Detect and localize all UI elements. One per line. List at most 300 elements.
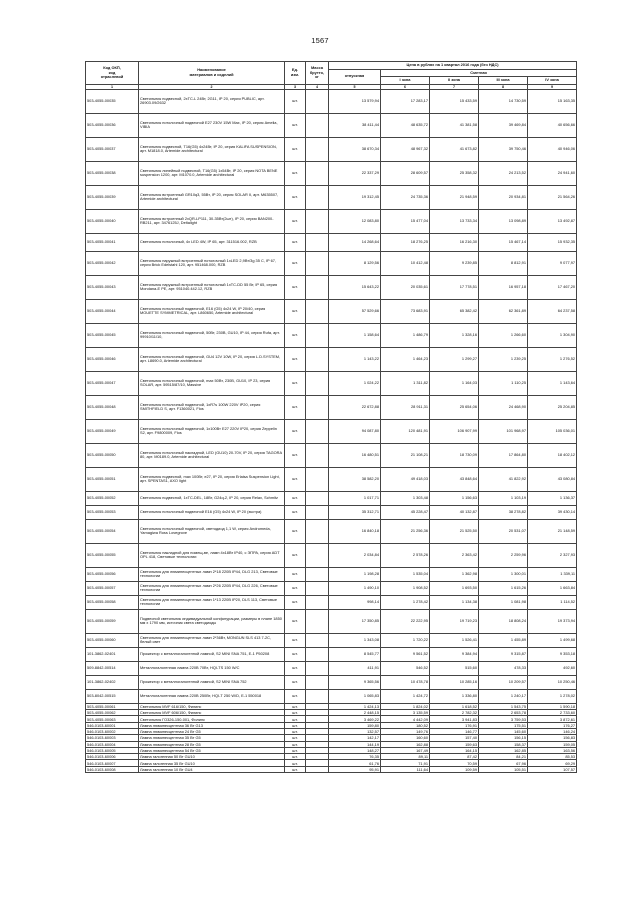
header-mass <box>306 62 329 85</box>
row-name: Светильник подвесной, max 100Вт, e27, IP 20, серия Erlaisa Suspension Light, арт. SPENTAS1, AXO light <box>139 467 285 491</box>
row-release-price: 144,19 <box>329 741 381 747</box>
row-zone1-price: 48 635,72 <box>381 113 430 137</box>
row-release-price: 142,17 <box>329 735 381 741</box>
row-unit: шт. <box>285 735 306 741</box>
row-unit: шт. <box>285 633 306 647</box>
row-zone4-price: 69,29 <box>528 760 577 766</box>
table-row <box>86 661 577 675</box>
row-name: Светильник встроенный GR10q3, 55Вт, IP 20, серия SOLAR II, арт. M635507, Artemide architectural <box>139 185 285 209</box>
row-zone4-price: 1 339,11 <box>528 567 577 581</box>
row-code: 503-4055-00061 <box>86 703 139 709</box>
row-zone4-price: 107,57 <box>528 766 577 772</box>
row-zone2-price: 9 239,85 <box>430 251 479 275</box>
row-mass <box>306 675 329 689</box>
row-release-price: 148,27 <box>329 747 381 753</box>
row-zone1-price: 21 108,21 <box>381 443 430 467</box>
row-code: 503-4055-00037 <box>86 137 139 161</box>
row-unit: шт. <box>285 299 306 323</box>
row-release-price: 94 087,80 <box>329 419 381 443</box>
row-release-price: 1 024,22 <box>329 371 381 395</box>
row-zone4-price: 40 946,06 <box>528 137 577 161</box>
row-unit: шт. <box>285 323 306 347</box>
table-row <box>86 299 577 323</box>
row-code: 546-0103-60002 <box>86 728 139 734</box>
row-zone4-price: 10 250,46 <box>528 675 577 689</box>
row-zone3-price: 1 110,25 <box>479 371 528 395</box>
row-unit: шт. <box>285 137 306 161</box>
row-zone4-price: 9 077,97 <box>528 251 577 275</box>
row-zone2-price: 106 907,99 <box>430 419 479 443</box>
column-number: 5 <box>329 84 381 89</box>
row-unit: шт. <box>285 519 306 543</box>
row-zone4-price: 17 467,20 <box>528 275 577 299</box>
row-zone3-price: 1 300,01 <box>479 567 528 581</box>
row-mass <box>306 275 329 299</box>
row-zone1-price: 180,52 <box>381 722 430 728</box>
row-name: Светильник потолочный подвесной, светодиод 1,1 W, серия Andromeda, Yamagiwa Ross Lovegrove <box>139 519 285 543</box>
table-row <box>86 443 577 467</box>
row-mass <box>306 137 329 161</box>
column-number: 7 <box>430 84 479 89</box>
row-zone1-price: 546,52 <box>381 661 430 675</box>
row-zone2-price: 25 654,06 <box>430 395 479 419</box>
row-zone1-price: 18 276,25 <box>381 233 430 251</box>
header-name-line1: Наименование <box>197 67 226 73</box>
row-zone4-price: 9 353,18 <box>528 647 577 661</box>
row-name: Светильник потолочный подвесной, max 50Вт, 230В, GU10, IP 23, серия SOLAR, арт. 59515/87/10, Massive <box>139 371 285 395</box>
row-unit: шт. <box>285 728 306 734</box>
row-unit: шт. <box>285 661 306 675</box>
row-zone2-price: 40 132,87 <box>430 505 479 519</box>
row-release-price: 13 579,94 <box>329 89 381 113</box>
row-unit: шт. <box>285 703 306 709</box>
price-table <box>85 61 577 773</box>
row-unit: шт. <box>285 760 306 766</box>
row-unit: шт. <box>285 209 306 233</box>
row-unit: шт. <box>285 89 306 113</box>
row-zone1-price: 15 477,04 <box>381 209 430 233</box>
table-row <box>86 519 577 543</box>
row-name: Лампа галогенная 35 Вт GU10 <box>139 760 285 766</box>
row-code: 503-8042-00515 <box>86 689 139 703</box>
row-release-price: 15 643,22 <box>329 275 381 299</box>
row-name: Металлогалогенная лампа 220В 70Вт, HQI-TS 150 W/C <box>139 661 285 675</box>
row-unit: шт. <box>285 716 306 722</box>
row-name: Светильник подвесной, 1xTC-DEL, 18Вт, G24q-2, IP 20, серия Relax, Schmitz <box>139 491 285 505</box>
row-zone3-price: 1 239,25 <box>479 347 528 371</box>
row-release-price: 38 582,20 <box>329 467 381 491</box>
row-unit: шт. <box>285 747 306 753</box>
row-unit: шт. <box>285 647 306 661</box>
row-release-price: 132,57 <box>329 728 381 734</box>
row-name: Светильник для люминесцентных ламп 2*26 220В IP44, DLG 226, Световые технологии <box>139 581 285 595</box>
row-release-price: 8 545,77 <box>329 647 381 661</box>
row-zone4-price: 13 492,87 <box>528 209 577 233</box>
row-zone1-price: 17 283,17 <box>381 89 430 113</box>
row-zone2-price: 1 299,27 <box>430 347 479 371</box>
row-zone1-price: 160,60 <box>381 735 430 741</box>
row-zone1-price: 1 824,02 <box>381 703 430 709</box>
row-name: Светильник потолочный подвесной E27 230V 15W Max, IP 20, серия Amelia, VIBIA <box>139 113 285 137</box>
table-row <box>86 633 577 647</box>
row-release-price: 38 670,34 <box>329 137 381 161</box>
row-release-price: 19 312,45 <box>329 185 381 209</box>
row-zone4-price: 19 373,94 <box>528 609 577 633</box>
row-zone1-price: 24 735,36 <box>381 185 430 209</box>
row-name: Светильник потолочный подвесной, 1xR7s 100W 220V IP20, серия SMITHFIELD S, арт. F1360021, Flos <box>139 395 285 419</box>
row-release-price: 17 350,85 <box>329 609 381 633</box>
row-name: Светильник потолочный подвесной, 50Вт, 230В, GU10, IP 44, серия Rufa, арт. 99910/11/10, <box>139 323 285 347</box>
row-code: 503-4055-00055 <box>86 543 139 567</box>
row-zone2-price: 157,40 <box>430 735 479 741</box>
row-code: 503-4055-00041 <box>86 233 139 251</box>
row-unit: шт. <box>285 581 306 595</box>
header-zone2: II зона <box>430 77 479 85</box>
row-code: 503-4055-00050 <box>86 443 139 467</box>
row-code: 101-3862-02401 <box>86 647 139 661</box>
row-unit: шт. <box>285 161 306 185</box>
row-mass <box>306 395 329 419</box>
table-row <box>86 609 577 633</box>
row-zone1-price: 1 464,23 <box>381 347 430 371</box>
row-zone4-price: 15 932,35 <box>528 233 577 251</box>
row-release-price: 998,14 <box>329 595 381 609</box>
table-body <box>86 89 577 772</box>
row-name: Лампа галогенная 50 Вт GU10 <box>139 754 285 760</box>
row-release-price: 1 343,08 <box>329 633 381 647</box>
row-release-price: 38 411,44 <box>329 113 381 137</box>
row-release-price: 35 312,71 <box>329 505 381 519</box>
row-mass <box>306 443 329 467</box>
row-zone1-price: 1 311,82 <box>381 371 430 395</box>
row-zone2-price: 109,59 <box>430 766 479 772</box>
row-release-price: 8 129,56 <box>329 251 381 275</box>
table-row <box>86 275 577 299</box>
row-zone4-price: 156,83 <box>528 735 577 741</box>
row-zone2-price: 1 328,16 <box>430 323 479 347</box>
row-unit: шт. <box>285 543 306 567</box>
header-code-line1: Код ОКП, <box>103 65 121 70</box>
header-price-group: Цена в рублях на 1 квартал 2016 года (без НДС) <box>329 62 577 70</box>
row-mass <box>306 113 329 137</box>
row-zone4-price: 3 872,61 <box>528 716 577 722</box>
row-zone3-price: 158,37 <box>479 741 528 747</box>
row-zone2-price: 21 948,59 <box>430 185 479 209</box>
row-mass <box>306 347 329 371</box>
row-code: 503-4055-00059 <box>86 609 139 633</box>
row-zone4-price: 2 733,60 <box>528 710 577 716</box>
row-release-price: 16 840,18 <box>329 519 381 543</box>
row-zone2-price: 70,59 <box>430 760 479 766</box>
row-release-price: 1 143,22 <box>329 347 381 371</box>
column-number: 3 <box>285 84 306 89</box>
row-mass <box>306 766 329 772</box>
row-code: 503-4055-00052 <box>86 491 139 505</box>
table-header <box>86 62 577 90</box>
row-unit: шт. <box>285 113 306 137</box>
row-mass <box>306 609 329 633</box>
row-zone4-price: 15 163,35 <box>528 89 577 113</box>
row-release-price: 1 158,64 <box>329 323 381 347</box>
row-zone1-price: 1 535,04 <box>381 567 430 581</box>
row-code: 503-4055-00057 <box>86 581 139 595</box>
row-unit: шт. <box>285 371 306 395</box>
row-zone1-price: 4 442,09 <box>381 716 430 722</box>
row-name: Светильник подвесной, T16(G5) 4x24Вт, IP 20, серия KALIFA SUSPENSION, арт. M1818.0, Artemide architectural <box>139 137 285 161</box>
row-zone3-price: 2 259,96 <box>479 543 528 567</box>
row-mass <box>306 633 329 647</box>
row-zone4-price: 40 656,66 <box>528 113 577 137</box>
row-zone2-price: 2 363,42 <box>430 543 479 567</box>
row-mass <box>306 419 329 443</box>
header-mass-line3: кг <box>315 74 319 80</box>
row-code: 503-4055-00056 <box>86 567 139 581</box>
row-code: 546-0103-60007 <box>86 760 139 766</box>
row-zone2-price: 515,60 <box>430 661 479 675</box>
row-name: Светильник для люминесцентных ламп 2*18 220В IP44, DLG 213, Световые технологии <box>139 567 285 581</box>
table-row <box>86 347 577 371</box>
row-zone1-price: 1 720,22 <box>381 633 430 647</box>
row-unit: шт. <box>285 233 306 251</box>
table-row <box>86 491 577 505</box>
row-zone4-price: 64 237,58 <box>528 299 577 323</box>
header-code-line2: код <box>108 69 116 75</box>
row-release-price: 1 198,28 <box>329 567 381 581</box>
row-mass <box>306 647 329 661</box>
row-release-price: 1 490,10 <box>329 581 381 595</box>
column-number: 4 <box>306 84 329 89</box>
row-zone2-price: 176,91 <box>430 722 479 728</box>
row-zone1-price: 71,91 <box>381 760 430 766</box>
row-zone2-price: 1 362,98 <box>430 567 479 581</box>
row-zone1-price: 22 222,95 <box>381 609 430 633</box>
row-zone1-price: 162,88 <box>381 741 430 747</box>
row-name: Прожектор с металлогалогенной лампой, S2 MINI SNA 751, E-1 P50208 <box>139 647 285 661</box>
row-zone3-price: 105,51 <box>479 766 528 772</box>
row-zone4-price: 1 590,18 <box>528 703 577 709</box>
row-zone4-price: 1 136,37 <box>528 491 577 505</box>
row-name: Светильник потолочный накладной, LED (GU10) 20-70V, IP 20, серия TAGORA 80, арт. M0189.0, Artemide architectural <box>139 443 285 467</box>
row-code: 503-4055-00049 <box>86 419 139 443</box>
row-zone1-price: 48 967,32 <box>381 137 430 161</box>
row-zone3-price: 15 467,14 <box>479 233 528 251</box>
row-zone1-price: 2 578,26 <box>381 543 430 567</box>
row-unit: шт. <box>285 395 306 419</box>
row-zone4-price: 176,27 <box>528 722 577 728</box>
row-unit: шт. <box>285 491 306 505</box>
header-name <box>139 62 285 85</box>
row-name: Светильник для люминесцентных ламп 2*36Вт, MONGUN SLS 413 7-2С, белый свет <box>139 633 285 647</box>
row-mass <box>306 519 329 543</box>
row-zone2-price: 21 525,50 <box>430 519 479 543</box>
row-name: Светильник ГО326-150-001, Филипс <box>139 716 285 722</box>
column-number: 6 <box>381 84 430 89</box>
row-code: 509-8842-00514 <box>86 661 139 675</box>
table-row <box>86 567 577 581</box>
table-row <box>86 766 577 772</box>
header-zone4: IV зона <box>528 77 577 85</box>
row-release-price: 22 672,88 <box>329 395 381 419</box>
row-zone2-price: 1 134,38 <box>430 595 479 609</box>
row-unit: шт. <box>285 741 306 747</box>
row-code: 503-4055-00051 <box>86 467 139 491</box>
row-zone3-price: 3 759,53 <box>479 716 528 722</box>
row-unit: шт. <box>285 467 306 491</box>
row-code: 503-4055-00058 <box>86 595 139 609</box>
row-zone2-price: 2 782,32 <box>430 710 479 716</box>
row-zone1-price: 45 228,47 <box>381 505 430 519</box>
row-zone3-price: 156,15 <box>479 735 528 741</box>
row-zone2-price: 19 719,23 <box>430 609 479 633</box>
header-unit-line1: Ед. <box>291 67 299 73</box>
row-zone2-price: 1 336,80 <box>430 689 479 703</box>
row-zone3-price: 20 531,07 <box>479 519 528 543</box>
row-zone3-price: 41 822,92 <box>479 467 528 491</box>
row-zone1-price: 149,76 <box>381 728 430 734</box>
row-zone2-price: 1 526,41 <box>430 633 479 647</box>
row-zone3-price: 1 240,17 <box>479 689 528 703</box>
row-zone2-price: 16 216,30 <box>430 233 479 251</box>
row-mass <box>306 505 329 519</box>
header-zone1: I зона <box>381 77 430 85</box>
row-unit: шт. <box>285 710 306 716</box>
header-estimate: Сметная <box>381 69 577 77</box>
table-row <box>86 137 577 161</box>
table-row <box>86 419 577 443</box>
row-code: 503-4055-00060 <box>86 633 139 647</box>
table-row <box>86 113 577 137</box>
column-number: 9 <box>528 84 577 89</box>
row-zone2-price: 41 673,82 <box>430 137 479 161</box>
row-zone4-price: 18 402,12 <box>528 443 577 467</box>
table-row <box>86 675 577 689</box>
row-zone1-price: 10 478,78 <box>381 675 430 689</box>
row-zone2-price: 10 285,16 <box>430 675 479 689</box>
row-zone4-price: 1 143,64 <box>528 371 577 395</box>
row-zone1-price: 1 424,72 <box>381 689 430 703</box>
row-mass <box>306 661 329 675</box>
row-unit: шт. <box>285 443 306 467</box>
row-zone3-price: 101 968,97 <box>479 419 528 443</box>
row-release-price: 411,91 <box>329 661 381 675</box>
row-name: Светильник наружный встроенный потолочный 1xLED 2,9Вт/3g 35 C, IP 67, серия Brick Edelstahl 120, арт. 951468.000, RZB <box>139 251 285 275</box>
row-zone2-price: 13 733,34 <box>430 209 479 233</box>
row-zone4-price: 1 276,52 <box>528 347 577 371</box>
row-code: 546-0103-60006 <box>86 754 139 760</box>
row-zone4-price: 2 327,93 <box>528 543 577 567</box>
header-code <box>86 62 139 85</box>
row-zone2-price: 41 381,58 <box>430 113 479 137</box>
row-release-price: 16 480,51 <box>329 443 381 467</box>
table-row <box>86 505 577 519</box>
row-name: Лампа галогенная 10 Вт GU4 <box>139 766 285 772</box>
row-zone3-price: 20 934,81 <box>479 185 528 209</box>
row-unit: шт. <box>285 419 306 443</box>
row-name: Светильник MVF 606/150, Филипс <box>139 710 285 716</box>
row-zone2-price: 17 778,51 <box>430 275 479 299</box>
row-zone1-price: 49 418,03 <box>381 467 430 491</box>
row-zone4-price: 105 036,01 <box>528 419 577 443</box>
row-release-price: 61,76 <box>329 760 381 766</box>
row-zone4-price: 21 148,59 <box>528 519 577 543</box>
row-code: 503-4055-00044 <box>86 299 139 323</box>
row-zone2-price: 159,63 <box>430 741 479 747</box>
row-release-price: 76,35 <box>329 754 381 760</box>
row-unit: шт. <box>285 251 306 275</box>
row-zone2-price: 87,42 <box>430 754 479 760</box>
row-zone2-price: 3 941,83 <box>430 716 479 722</box>
row-release-price: 57 529,66 <box>329 299 381 323</box>
row-zone2-price: 25 358,32 <box>430 161 479 185</box>
row-mass <box>306 543 329 567</box>
row-zone1-price: 120 481,91 <box>381 419 430 443</box>
row-code: 546-0103-60004 <box>86 741 139 747</box>
row-mass <box>306 595 329 609</box>
row-code: 546-0103-60003 <box>86 735 139 741</box>
row-mass <box>306 161 329 185</box>
row-unit: шт. <box>285 185 306 209</box>
row-mass <box>306 185 329 209</box>
row-zone1-price: 1 303,48 <box>381 491 430 505</box>
table-row <box>86 185 577 209</box>
row-unit: шт. <box>285 275 306 299</box>
row-name: Прожектор с металлогалогенной лампой, S2 MINI SNA 752 <box>139 675 285 689</box>
table-row <box>86 581 577 595</box>
table-row <box>86 89 577 113</box>
table-row <box>86 161 577 185</box>
table-row <box>86 371 577 395</box>
row-zone1-price: 21 256,36 <box>381 519 430 543</box>
row-release-price: 1 424,13 <box>329 703 381 709</box>
row-code: 503-4055-00042 <box>86 251 139 275</box>
row-zone4-price: 1 663,84 <box>528 581 577 595</box>
row-release-price: 1 065,83 <box>329 689 381 703</box>
row-zone3-price: 8 812,91 <box>479 251 528 275</box>
header-release: отпускная <box>329 69 381 84</box>
row-zone3-price: 39 750,46 <box>479 137 528 161</box>
row-zone3-price: 1 455,89 <box>479 633 528 647</box>
row-name: Металлогалогенная лампа 220В 250Вт, HQI-T 250 W/D, E-1 550018 <box>139 689 285 703</box>
row-zone4-price: 1 304,90 <box>528 323 577 347</box>
row-release-price: 2 034,84 <box>329 543 381 567</box>
row-unit: шт. <box>285 675 306 689</box>
row-zone3-price: 16 957,18 <box>479 275 528 299</box>
row-zone1-price: 1 278,42 <box>381 595 430 609</box>
table-row <box>86 323 577 347</box>
row-zone3-price: 1 266,60 <box>479 323 528 347</box>
row-unit: шт. <box>285 567 306 581</box>
row-zone3-price: 14 730,59 <box>479 89 528 113</box>
row-name: Подвесной светильник индивидуальной конфигурации, размеры в плане 1850 мм x 1790 мм, источник света светодиоды <box>139 609 285 633</box>
row-release-price: 14 268,64 <box>329 233 381 251</box>
row-zone2-price: 1 156,63 <box>430 491 479 505</box>
row-zone2-price: 164,15 <box>430 747 479 753</box>
row-name: Светильник потолочный подвесной, 1x100Вт E27 220V IP20, серия Zeppelin S2, арт. F9800009, Flos <box>139 419 285 443</box>
row-zone3-price: 24 468,90 <box>479 395 528 419</box>
row-name: Светильник подвесной, 2xTC-L 24Вт, 2G11, IP 20, серия PUBLIC, арт. 26903.09/2632 <box>139 89 285 113</box>
row-code: 101-3862-02402 <box>86 675 139 689</box>
row-unit: шт. <box>285 609 306 633</box>
row-zone3-price: 38 278,82 <box>479 505 528 519</box>
row-zone3-price: 478,33 <box>479 661 528 675</box>
row-zone1-price: 89,11 <box>381 754 430 760</box>
header-unit <box>285 62 306 85</box>
row-zone3-price: 162,85 <box>479 747 528 753</box>
header-mass-line1: Масса <box>311 65 323 70</box>
row-mass <box>306 491 329 505</box>
row-name: Светильник наружный встроенный потолочный 1xTC-DD 55 Вт, IP 65, серия Mondana-E PE, арт. 951040.442.12, RZB <box>139 275 285 299</box>
row-code: 546-0103-60005 <box>86 747 139 753</box>
